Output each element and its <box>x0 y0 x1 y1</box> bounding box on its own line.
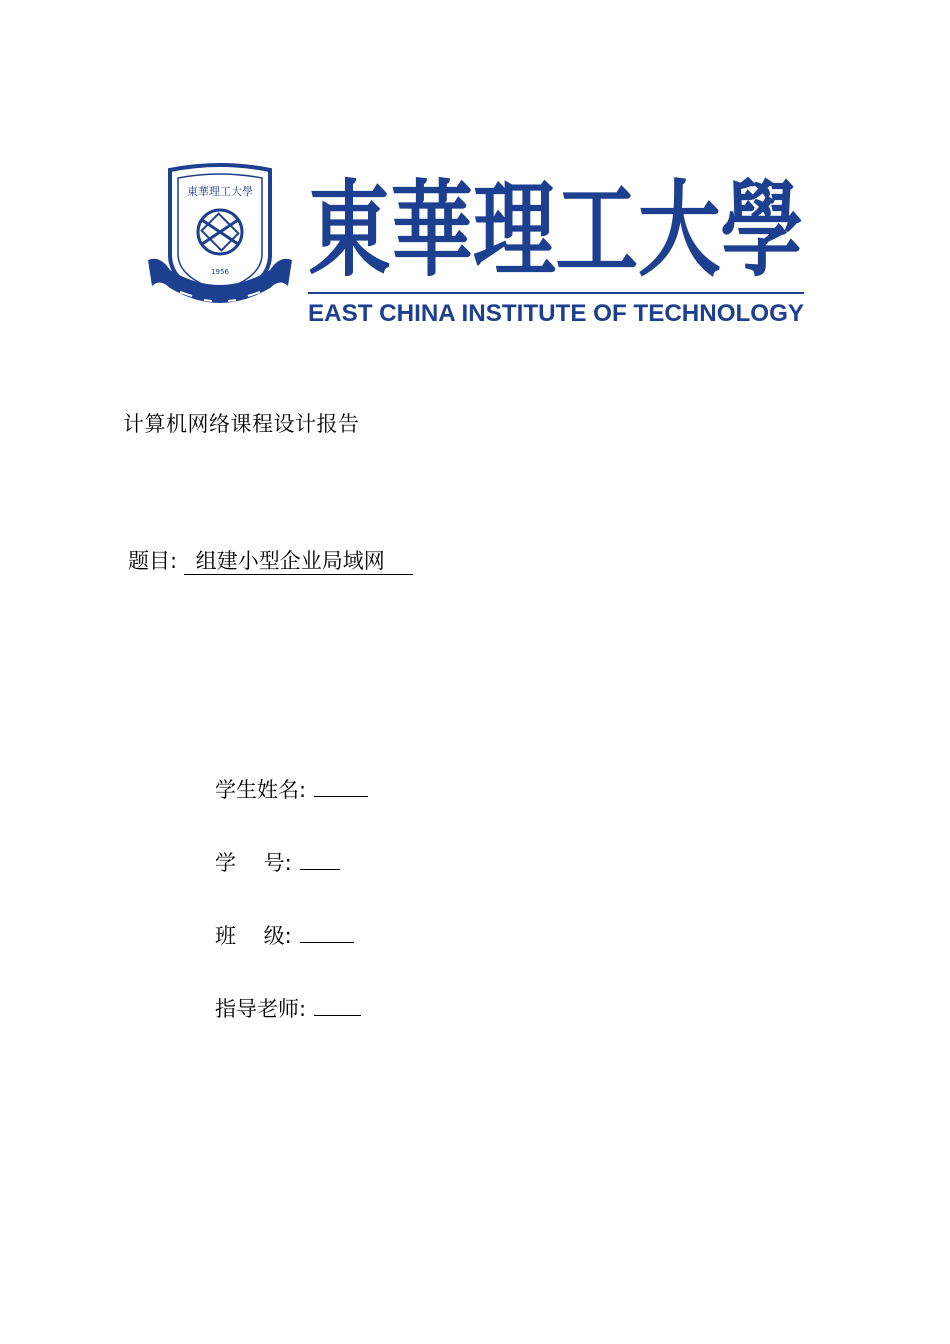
university-chinese-name <box>308 154 808 294</box>
emblem-top-characters: 東華理工大學 <box>187 185 253 198</box>
student-name-field <box>215 774 368 804</box>
class-blank <box>300 928 354 943</box>
advisor-field <box>215 993 361 1023</box>
report-title: 计算机网络课程设计报告 <box>123 412 360 436</box>
class-field <box>215 920 354 950</box>
emblem-year: 1956 <box>211 268 229 276</box>
topic-label: 题目: <box>128 549 178 573</box>
university-logo <box>140 150 820 340</box>
topic-line <box>128 545 413 575</box>
student-id-label: 学 号: <box>215 851 292 875</box>
advisor-blank <box>314 1001 361 1016</box>
university-english-name <box>308 297 808 327</box>
logo-divider <box>308 292 804 294</box>
student-name-label: 学生姓名: <box>215 778 307 802</box>
svg-text:東華理工大學: 東華理工大學 <box>308 168 803 291</box>
class-label: 班 级: <box>215 924 292 948</box>
svg-text:EAST CHINA INSTITUTE OF TECHNO: EAST CHINA INSTITUTE OF TECHNOLOGY <box>308 300 804 327</box>
university-emblem-icon <box>140 160 300 320</box>
student-name-blank <box>314 782 368 797</box>
student-id-blank <box>300 855 340 870</box>
student-id-field <box>215 847 340 877</box>
topic-value: 组建小型企业局域网 <box>184 548 413 575</box>
advisor-label: 指导老师: <box>215 997 307 1021</box>
